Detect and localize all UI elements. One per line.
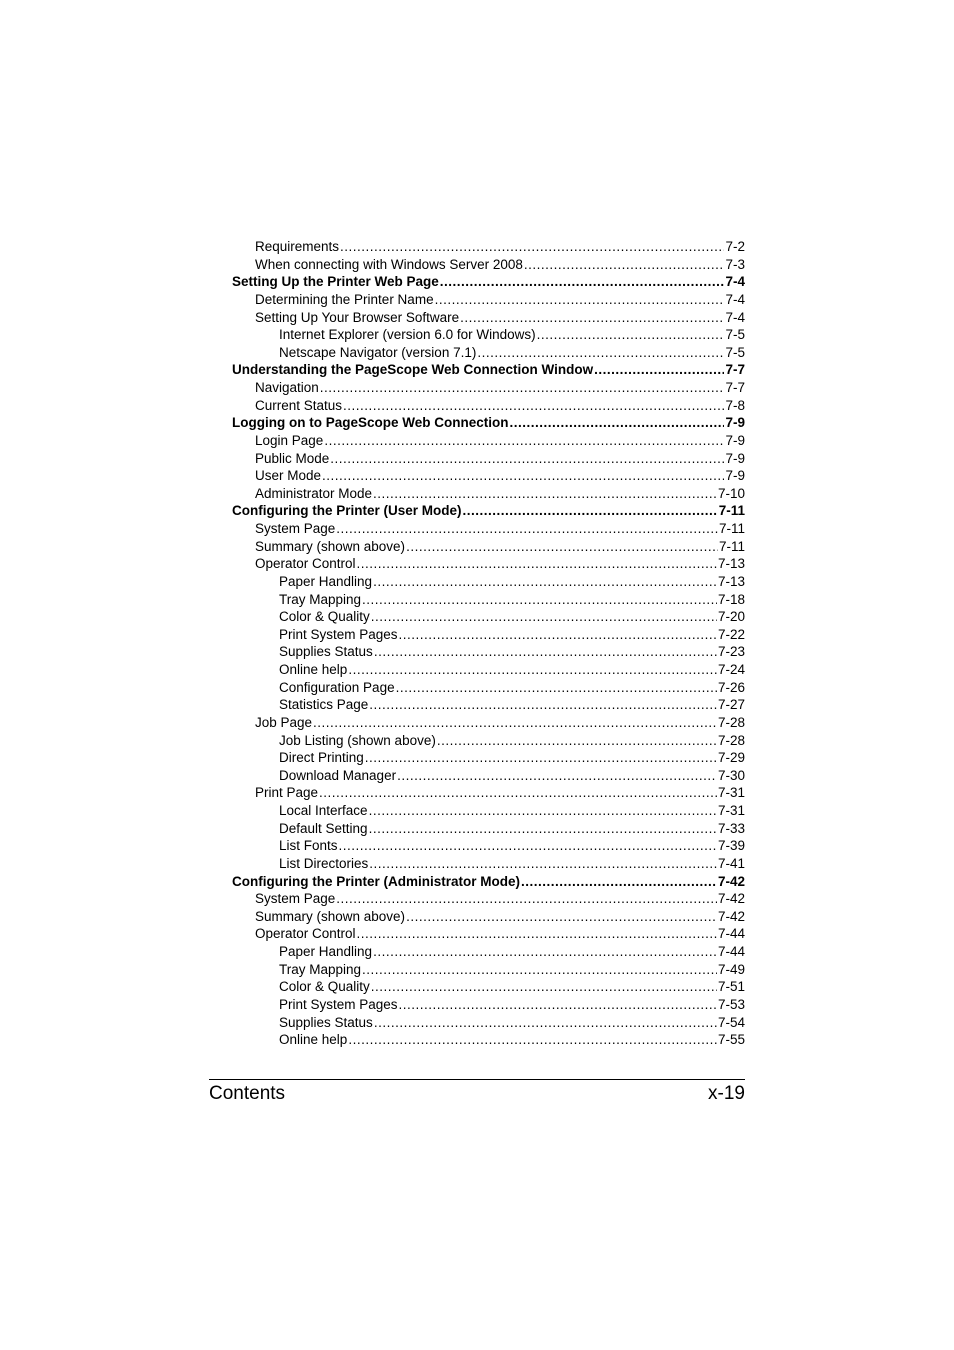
dot-leader: [373, 485, 717, 503]
dot-leader: [371, 608, 717, 626]
toc-entry-page: 7-8: [725, 397, 745, 413]
toc-entry-title: Color & Quality: [279, 609, 370, 625]
toc-entry-title: Job Page: [255, 714, 313, 730]
toc-entry-title: List Directories: [279, 855, 369, 871]
toc-entry-page: 7-7: [725, 380, 745, 395]
toc-entry[interactable]: [232, 837, 745, 855]
toc-entry-title: Supplies Status: [279, 1014, 373, 1030]
toc-entry-page: 7-53: [717, 996, 745, 1012]
footer-page-number: x-19: [708, 1083, 745, 1104]
toc-entry-page: 7-55: [717, 1032, 745, 1048]
toc-entry-page: 7-20: [717, 609, 745, 625]
toc-entry-title: Administrator Mode: [255, 485, 373, 501]
toc-entry-page: 7-24: [717, 662, 745, 677]
toc-entry-title: Print Page: [255, 785, 319, 801]
dot-leader: [324, 432, 724, 450]
toc-entry[interactable]: [232, 238, 745, 256]
toc-entry-title: List Fonts: [279, 838, 338, 854]
toc-entry[interactable]: [232, 643, 745, 661]
toc-entry[interactable]: [232, 996, 745, 1014]
toc-entry-page: 7-31: [717, 803, 745, 818]
toc-entry-title: Summary (shown above): [255, 538, 406, 554]
toc-entry-title: Login Page: [255, 432, 324, 448]
toc-entry-title: System Page: [255, 521, 336, 536]
toc-entry[interactable]: [232, 784, 745, 802]
toc-entry[interactable]: [232, 749, 745, 767]
toc-entry-page: 7-11: [718, 503, 745, 519]
dot-leader: [322, 467, 724, 485]
toc-entry[interactable]: [232, 397, 745, 415]
toc-entry-title: Netscape Navigator (version 7.1): [279, 344, 477, 360]
toc-section-heading[interactable]: [232, 414, 745, 432]
dot-leader: [397, 767, 717, 785]
toc-entry-title: When connecting with Windows Server 2008: [255, 256, 523, 272]
dot-leader: [348, 661, 717, 679]
toc-entry[interactable]: [232, 679, 745, 697]
dot-leader: [396, 679, 717, 697]
toc-entry[interactable]: [232, 485, 745, 503]
toc-entry-title: Download Manager: [279, 767, 397, 783]
dot-leader: [521, 873, 717, 891]
toc-entry[interactable]: [232, 379, 745, 397]
toc-entry[interactable]: [232, 256, 745, 274]
toc-entry-title: Summary (shown above): [255, 908, 406, 924]
toc-entry-page: 7-30: [717, 767, 745, 783]
toc-entry-page: 7-42: [717, 891, 745, 907]
toc-entry-title: Print System Pages: [279, 626, 398, 642]
toc-entry-title: Internet Explorer (version 6.0 for Windows): [279, 327, 536, 343]
toc-entry-title: Determining the Printer Name: [255, 291, 434, 307]
toc-entry[interactable]: [232, 1014, 745, 1032]
toc-entry-page: 7-7: [725, 362, 745, 378]
toc-entry-title: Online help: [279, 662, 348, 677]
toc-entry-page: 7-26: [717, 679, 745, 695]
dot-leader: [319, 784, 717, 802]
dot-leader: [463, 502, 718, 520]
dot-leader: [399, 626, 717, 644]
toc-entry-page: 7-5: [725, 327, 745, 343]
toc-entry-title: Local Interface: [279, 803, 368, 818]
toc-entry-page: 7-9: [725, 415, 745, 431]
toc-entry-title: Paper Handling: [279, 573, 373, 589]
toc-entry-page: 7-42: [717, 873, 745, 889]
toc-entry[interactable]: [232, 520, 745, 538]
toc-entry-page: 7-2: [725, 239, 745, 254]
toc-entry-title: Color & Quality: [279, 979, 370, 995]
toc-entry-title: Setting Up the Printer Web Page: [232, 274, 439, 290]
dot-leader: [524, 256, 725, 274]
toc-entry-page: 7-3: [725, 256, 745, 272]
dot-leader: [362, 591, 717, 609]
dot-leader: [437, 732, 717, 750]
toc-entry-page: 7-18: [717, 591, 745, 607]
toc-entry-title: Configuring the Printer (Administrator Mode): [232, 873, 520, 889]
toc-entry-title: Print System Pages: [279, 996, 398, 1012]
dot-leader: [594, 361, 724, 379]
dot-leader: [435, 291, 725, 309]
toc-entry-title: Default Setting: [279, 820, 368, 836]
toc-entry[interactable]: [232, 767, 745, 785]
toc-entry[interactable]: [232, 732, 745, 750]
toc-entry-page: 7-33: [717, 820, 745, 836]
toc-entry[interactable]: [232, 467, 745, 485]
toc-entry-title: Operator Control: [255, 926, 356, 942]
toc-entry[interactable]: [232, 344, 745, 362]
toc-entry-title: Configuring the Printer (User Mode): [232, 503, 462, 519]
dot-leader: [369, 855, 717, 873]
dot-leader: [340, 238, 724, 256]
toc-section-heading[interactable]: [232, 361, 745, 379]
dot-leader: [343, 397, 724, 415]
toc-entry[interactable]: [232, 943, 745, 961]
toc-entry-page: 7-5: [725, 344, 745, 360]
toc-entry-page: 7-41: [717, 855, 745, 871]
toc-entry[interactable]: [232, 820, 745, 838]
dot-leader: [399, 996, 717, 1014]
toc-entry-page: 7-13: [717, 556, 745, 572]
toc-entry[interactable]: [232, 291, 745, 309]
toc-entry-title: Direct Printing: [279, 750, 364, 766]
toc-entry-title: Understanding the PageScope Web Connection Window: [232, 362, 594, 378]
dot-leader: [357, 925, 717, 943]
toc-entry-title: Operator Control: [255, 556, 356, 572]
dot-leader: [357, 555, 717, 573]
toc-entry[interactable]: [232, 961, 745, 979]
toc-entry-title: System Page: [255, 891, 336, 907]
toc-entry[interactable]: [232, 696, 745, 714]
dot-leader: [362, 961, 717, 979]
toc-entry-title: Online help: [279, 1032, 348, 1048]
toc-entry-page: 7-44: [717, 926, 745, 942]
dot-leader: [365, 749, 717, 767]
toc-entry-page: 7-9: [725, 468, 745, 484]
toc-entry-page: 7-51: [717, 979, 745, 995]
toc-entry-page: 7-13: [717, 573, 745, 589]
dot-leader: [369, 820, 717, 838]
toc-entry[interactable]: [232, 855, 745, 873]
toc-entry-page: 7-11: [718, 538, 745, 554]
toc-entry-page: 7-9: [725, 432, 745, 448]
dot-leader: [369, 802, 717, 820]
toc-entry[interactable]: [232, 802, 745, 820]
toc-entry-page: 7-4: [725, 274, 745, 290]
footer-section-title: Contents: [209, 1083, 286, 1104]
toc-section-heading[interactable]: [232, 873, 745, 891]
dot-leader: [374, 1014, 717, 1032]
toc-entry[interactable]: [232, 432, 745, 450]
toc-entry-title: User Mode: [255, 468, 322, 484]
toc-entry-title: Setting Up Your Browser Software: [255, 309, 460, 325]
toc-entry-title: Requirements: [255, 239, 340, 254]
dot-leader: [440, 273, 725, 291]
dot-leader: [406, 908, 717, 926]
toc-entry-title: Paper Handling: [279, 944, 373, 959]
toc-entry-title: Tray Mapping: [279, 591, 362, 607]
dot-leader: [373, 943, 717, 961]
toc-entry-page: 7-22: [717, 626, 745, 642]
toc-entry[interactable]: [232, 890, 745, 908]
toc-entry-page: 7-4: [725, 309, 745, 325]
dot-leader: [330, 450, 724, 468]
toc-entry-title: Current Status: [255, 397, 343, 413]
toc-entry-page: 7-42: [717, 908, 745, 924]
toc-section-heading[interactable]: [232, 502, 745, 520]
toc-entry[interactable]: [232, 626, 745, 644]
toc-entry-page: 7-10: [717, 485, 745, 501]
toc-entry-page: 7-31: [717, 785, 745, 801]
toc-entry[interactable]: [232, 1031, 745, 1049]
toc-entry-title: Supplies Status: [279, 644, 373, 660]
toc-entry[interactable]: [232, 450, 745, 468]
toc-entry[interactable]: [232, 608, 745, 626]
toc-entry-page: 7-29: [717, 750, 745, 766]
toc-entry-title: Configuration Page: [279, 679, 395, 695]
toc-entry-title: Logging on to PageScope Web Connection: [232, 415, 509, 431]
toc-entry[interactable]: [232, 326, 745, 344]
toc-entry-title: Navigation: [255, 380, 319, 395]
toc-entry[interactable]: [232, 661, 745, 679]
toc-entry-page: 7-54: [717, 1014, 745, 1030]
toc-entry[interactable]: [232, 978, 745, 996]
footer-divider: [209, 1079, 745, 1080]
dot-leader: [348, 1031, 717, 1049]
toc-entry[interactable]: [232, 538, 745, 556]
dot-leader: [336, 890, 717, 908]
toc-entry-title: Tray Mapping: [279, 961, 362, 977]
toc-entry[interactable]: [232, 573, 745, 591]
toc-entry-page: 7-28: [717, 714, 745, 730]
toc-section-heading[interactable]: [232, 273, 745, 291]
dot-leader: [313, 714, 717, 732]
toc-entry-page: 7-49: [717, 961, 745, 977]
dot-leader: [460, 309, 724, 327]
toc-entry-title: Statistics Page: [279, 697, 369, 713]
dot-leader: [373, 573, 717, 591]
dot-leader: [371, 978, 717, 996]
toc-entry-page: 7-4: [725, 291, 745, 307]
toc-entry-page: 7-9: [725, 450, 745, 466]
toc-entry[interactable]: [232, 925, 745, 943]
dot-leader: [339, 837, 717, 855]
toc-entry-page: 7-11: [718, 521, 745, 536]
toc-entry-page: 7-28: [717, 732, 745, 748]
toc-entry[interactable]: [232, 309, 745, 327]
toc-entry-title: Job Listing (shown above): [279, 732, 436, 748]
toc-entry[interactable]: [232, 714, 745, 732]
dot-leader: [369, 696, 717, 714]
dot-leader: [537, 326, 725, 344]
dot-leader: [320, 379, 725, 397]
toc-entry[interactable]: [232, 555, 745, 573]
toc-entry-page: 7-44: [717, 944, 745, 959]
toc-entry-page: 7-39: [717, 838, 745, 854]
dot-leader: [336, 520, 718, 538]
toc-entry[interactable]: [232, 908, 745, 926]
toc-entry[interactable]: [232, 591, 745, 609]
toc-entry-page: 7-23: [717, 644, 745, 660]
table-of-contents: [232, 238, 745, 1049]
dot-leader: [406, 538, 718, 556]
toc-entry-page: 7-27: [717, 697, 745, 713]
dot-leader: [374, 643, 717, 661]
dot-leader: [510, 414, 725, 432]
toc-entry-title: Public Mode: [255, 450, 330, 466]
dot-leader: [477, 344, 724, 362]
